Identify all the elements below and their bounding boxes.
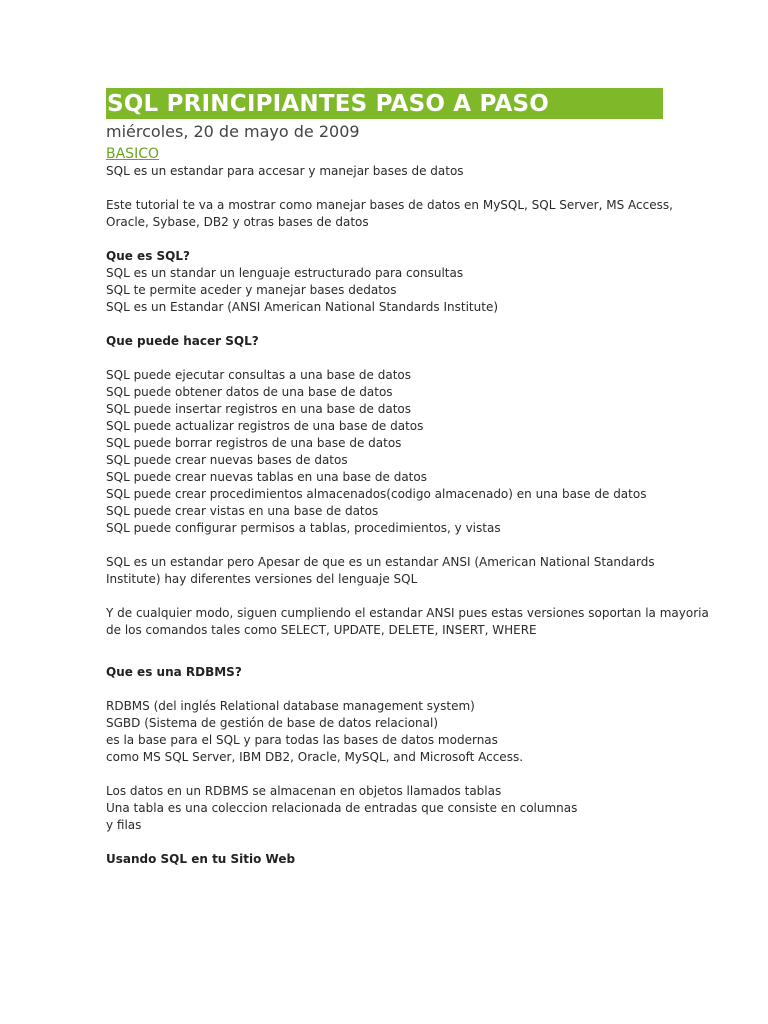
capability-line: SQL puede actualizar registros de una base de datos [106, 419, 424, 433]
heading-que-es-sql: Que es SQL? [106, 249, 190, 263]
title-bar [106, 88, 663, 119]
capability-line: SQL puede configurar permisos a tablas, procedimientos, y vistas [106, 521, 501, 535]
rdbms-line: SGBD (Sistema de gestión de base de datos relacional) [106, 716, 439, 730]
capability-line: SQL puede crear vistas en una base de datos [106, 504, 379, 518]
modo-paragraph-line: de los comandos tales como SELECT, UPDATE, DELETE, INSERT, WHERE [106, 623, 537, 637]
capability-line: SQL puede crear nuevas bases de datos [106, 453, 348, 467]
ansi-paragraph-line: SQL es un estandar pero Apesar de que es un estandar ANSI (American National Standards [106, 555, 655, 569]
que-es-line: SQL es un Estandar (ANSI American National Standards Institute) [106, 300, 499, 314]
capability-line: SQL puede crear nuevas tablas en una base de datos [106, 470, 427, 484]
tutorial-line: Este tutorial te va a mostrar como manejar bases de datos en MySQL, SQL Server, MS Access, [106, 198, 673, 212]
capability-line: SQL puede insertar registros en una base de datos [106, 402, 412, 416]
rdbms-line: RDBMS (del inglés Relational database management system) [106, 699, 475, 713]
que-es-line: SQL es un standar un lenguaje estructurado para consultas [106, 266, 464, 280]
capability-line: SQL puede obtener datos de una base de datos [106, 385, 393, 399]
ansi-paragraph-line: Institute) hay diferentes versiones del lenguaje SQL [106, 572, 418, 586]
heading-usando-sql: Usando SQL en tu Sitio Web [106, 852, 296, 866]
blog-post [106, 88, 709, 868]
intro-line: SQL es un estandar para accesar y manejar bases de datos [106, 164, 464, 178]
tablas-paragraph-line: Una tabla es una coleccion relacionada de entradas que consiste en columnas [106, 801, 578, 815]
rdbms-line: como MS SQL Server, IBM DB2, Oracle, MySQL, and Microsoft Access. [106, 750, 524, 764]
que-es-line: SQL te permite aceder y manejar bases dedatos [106, 283, 397, 297]
page-title: SQL PRINCIPIANTES PASO A PASO [107, 90, 549, 117]
heading-que-puede-hacer: Que puede hacer SQL? [106, 334, 259, 348]
tablas-paragraph-line: Los datos en un RDBMS se almacenan en objetos llamados tablas [106, 784, 502, 798]
section-link-basico[interactable]: BASICO [106, 146, 159, 162]
post-date: miércoles, 20 de mayo de 2009 [106, 122, 360, 141]
heading-que-es-rdbms: Que es una RDBMS? [106, 665, 242, 679]
modo-paragraph-line: Y de cualquier modo, siguen cumpliendo el estandar ANSI pues estas versiones soportan la mayoria [106, 606, 709, 620]
tablas-paragraph-line: y filas [106, 818, 142, 832]
rdbms-line: es la base para el SQL y para todas las bases de datos modernas [106, 733, 498, 747]
capability-line: SQL puede borrar registros de una base de datos [106, 436, 402, 450]
tutorial-line: Oracle, Sybase, DB2 y otras bases de datos [106, 215, 369, 229]
capability-line: SQL puede ejecutar consultas a una base de datos [106, 368, 412, 382]
capability-line: SQL puede crear procedimientos almacenados(codigo almacenado) en una base de datos [106, 487, 647, 501]
